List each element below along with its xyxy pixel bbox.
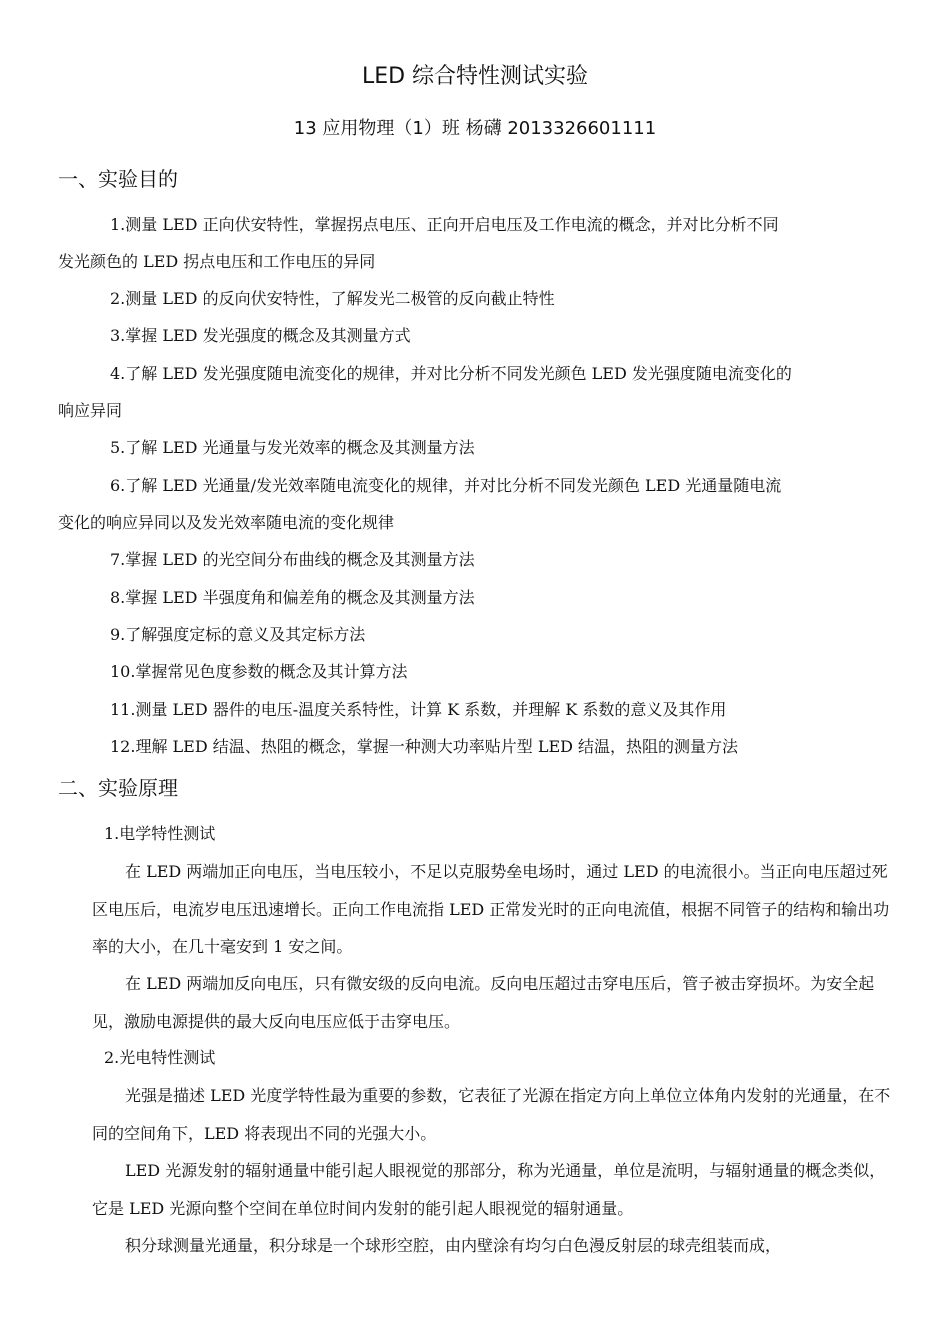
purpose-item-6-line1: 6.了解 LED 光通量/发光效率随电流变化的规律，并对比分析不同发光颜色 LED 光通量随电流	[110, 476, 782, 495]
purpose-item-1-line2: 发光颜色的 LED 拐点电压和工作电压的异同	[58, 252, 376, 271]
purpose-item-7: 7.掌握 LED 的光空间分布曲线的概念及其测量方法	[110, 550, 475, 569]
author-line: 13 应用物理（1）班 杨礴 2013326601111	[293, 118, 657, 139]
purpose-item-10: 10.掌握常见色度参数的概念及其计算方法	[110, 662, 408, 681]
purpose-item-4-line2: 响应异同	[58, 401, 123, 420]
electrical-paragraph-2: 在 LED 两端加反向电压，只有微安级的反向电流。反向电压超过击穿电压后，管子被击穿损坏。为安全起见，激励电源提供的最大反向电压应低于击穿电压。	[92, 974, 875, 1031]
purpose-item-12: 12.理解 LED 结温、热阻的概念，掌握一种测大功率贴片型 LED 结温，热阻的测量方法	[110, 737, 739, 756]
purpose-item-11: 11.测量 LED 器件的电压-温度关系特性，计算 K 系数，并理解 K 系数的意义及其作用	[110, 700, 727, 719]
photoelectric-paragraph-3: 积分球测量光通量，积分球是一个球形空腔，由内壁涂有均匀白色漫反射层的球壳组装而成，	[125, 1236, 782, 1255]
purpose-item-2: 2.测量 LED 的反向伏安特性，了解发光二极管的反向截止特性	[110, 289, 555, 308]
purpose-item-5: 5.了解 LED 光通量与发光效率的概念及其测量方法	[110, 438, 475, 457]
purpose-item-3: 3.掌握 LED 发光强度的概念及其测量方式	[110, 326, 411, 345]
photoelectric-paragraph-1: 光强是描述 LED 光度学特性最为重要的参数，它表征了光源在指定方向上单位立体角内发射的光通量，在不同的空间角下，LED 将表现出不同的光强大小。	[92, 1086, 891, 1143]
photoelectric-paragraph-2: LED 光源发射的辐射通量中能引起人眼视觉的那部分，称为光通量，单位是流明，与辐射通量的概念类似，它是 LED 光源向整个空间在单位时间内发射的能引起人眼视觉的辐射通量。	[92, 1161, 886, 1218]
subsection-electrical-label: 1.电学特性测试	[104, 824, 216, 843]
purpose-item-1-line1: 1.测量 LED 正向伏安特性，掌握拐点电压、正向开启电压及工作电流的概念，并对比分析不同	[110, 215, 779, 234]
section-heading-purpose: 一、实验目的	[58, 167, 178, 191]
purpose-item-6-line2: 变化的响应异同以及发光效率随电流的变化规律	[58, 513, 395, 532]
document-title: LED 综合特性测试实验	[361, 64, 589, 89]
purpose-item-9: 9.了解强度定标的意义及其定标方法	[110, 625, 366, 644]
section-heading-principle: 二、实验原理	[58, 776, 178, 800]
electrical-paragraph-1: 在 LED 两端加正向电压，当电压较小，不足以克服势垒电场时，通过 LED 的电流很小。当正向电压超过死区电压后，电流岁电压迅速增长。正向工作电流指 LED 正常发光时的正向电流值，根据不同管子的结构和输出功率的大小，在几十毫安到 1 安之间。	[92, 862, 890, 956]
subsection-photoelectric-label: 2.光电特性测试	[104, 1048, 216, 1067]
purpose-item-4-line1: 4.了解 LED 发光强度随电流变化的规律，并对比分析不同发光颜色 LED 发光强度随电流变化的	[110, 364, 792, 383]
purpose-item-8: 8.掌握 LED 半强度角和偏差角的概念及其测量方法	[110, 588, 475, 607]
